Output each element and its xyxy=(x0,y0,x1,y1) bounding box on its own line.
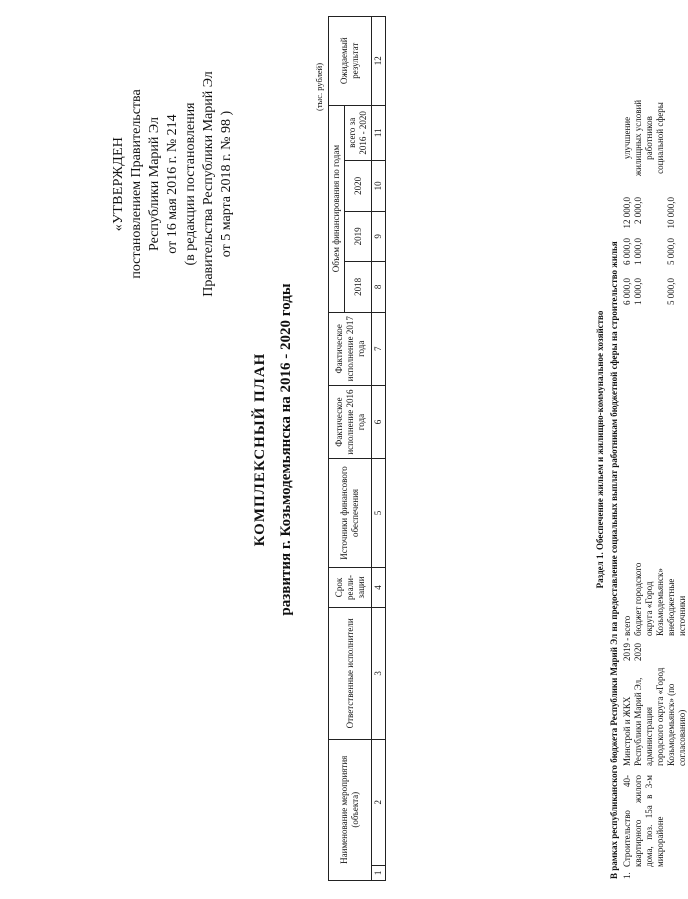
row-2019 xyxy=(622,278,677,316)
header-fact-2016: Фактическое исполнение 2016 года xyxy=(329,385,372,458)
row-sources xyxy=(622,552,688,636)
approval-line: «УТВЕРЖДЕН xyxy=(111,136,126,232)
column-number: 4 xyxy=(372,567,386,607)
row-term: 2019 - 2020 xyxy=(622,637,643,661)
value-total-city: 2 000,0 xyxy=(633,197,643,224)
value-2019-extra: 5 000,0 xyxy=(666,278,676,305)
header-responsible: Ответственные исполнители xyxy=(329,608,372,739)
header-sources: Источники финансового обеспечения xyxy=(329,459,372,568)
value-total-extra: 10 000,0 xyxy=(666,197,676,229)
row-2020 xyxy=(622,238,677,276)
source-extra-budget: внебюджетные источники xyxy=(666,578,687,636)
header-funding: Объем финансирования по годам xyxy=(329,105,345,312)
source-city-budget: бюджет городского округа «Город Козьмодемьянск» xyxy=(633,562,665,636)
section-heading: Раздел 1. Обеспечение жильем и жилищно-коммунальное хозяйство xyxy=(595,310,605,589)
column-number: 10 xyxy=(372,161,386,212)
document-title: КОМПЛЕКСНЫЙ ПЛАН xyxy=(252,352,268,547)
value-2020-extra: 5 000,0 xyxy=(666,238,676,265)
column-number: 7 xyxy=(372,312,386,385)
approval-line: (в редакции постановления xyxy=(183,102,198,266)
header-2019: 2019 xyxy=(345,211,372,262)
column-number: 3 xyxy=(372,608,386,739)
approval-block xyxy=(110,39,236,329)
header-2020: 2020 xyxy=(345,161,372,212)
column-number: 11 xyxy=(372,105,386,161)
header-fact-2017: Фактическое исполнение 2017 года xyxy=(329,312,372,385)
column-number: 2 xyxy=(372,739,386,865)
value-total-total: 12 000,0 xyxy=(622,197,632,229)
column-number: 8 xyxy=(372,262,386,313)
header-2018: 2018 xyxy=(345,262,372,313)
header-term: Срок реали-зации xyxy=(329,567,372,607)
approval-line: Правительства Республики Марий Эл xyxy=(201,71,216,297)
approval-line: Республики Марий Эл xyxy=(147,117,162,251)
approval-line: от 5 марта 2018 г. № 98 ) xyxy=(219,110,234,258)
header-result: Ожидаемый результат xyxy=(329,17,372,106)
value-2020-total: 6 000,0 xyxy=(622,238,632,265)
subsection-heading: В рамках республиканского бюджета Республики Марий Эл на предоставление социальных выплат работникам бюджетной сферы на строительство жилья xyxy=(609,241,619,879)
column-number: 1 xyxy=(372,865,386,880)
header-name: Наименование мероприятия (объекта) xyxy=(329,739,372,880)
column-number: 6 xyxy=(372,385,386,458)
header-total: всего за 2016 - 2020 xyxy=(345,105,372,161)
value-2020-city: 1 000,0 xyxy=(633,238,643,265)
row-total xyxy=(622,197,677,235)
approval-line: постановлением Правительства xyxy=(129,89,144,279)
units-note: (тыс. рублей) xyxy=(314,62,324,111)
source-total: всего xyxy=(622,615,632,636)
row-responsible: Минстрой и ЖКХ Республики Марий Эл, администрация городского округа «Город Козьмодемьянск» (по согласованию) xyxy=(622,667,687,766)
approval-line: от 16 мая 2016 г. № 214 xyxy=(165,114,180,254)
row-number: 1. xyxy=(622,872,632,879)
document-subtitle: развития г. Козьмодемьянска на 2016 - 2020 годы xyxy=(278,283,294,616)
column-number: 12 xyxy=(372,17,386,106)
row-result: улучшение жилищных условий работников социальной сферы xyxy=(622,99,665,177)
column-number: 9 xyxy=(372,211,386,262)
plan-table xyxy=(328,16,386,881)
column-number: 5 xyxy=(372,459,386,568)
value-2019-city: 1 000,0 xyxy=(633,278,643,305)
row-name: Строительство 40-квартирного жилого дома, поз. 15а в 3-м микрорайоне xyxy=(622,775,665,867)
value-2019-total: 6 000,0 xyxy=(622,278,632,305)
